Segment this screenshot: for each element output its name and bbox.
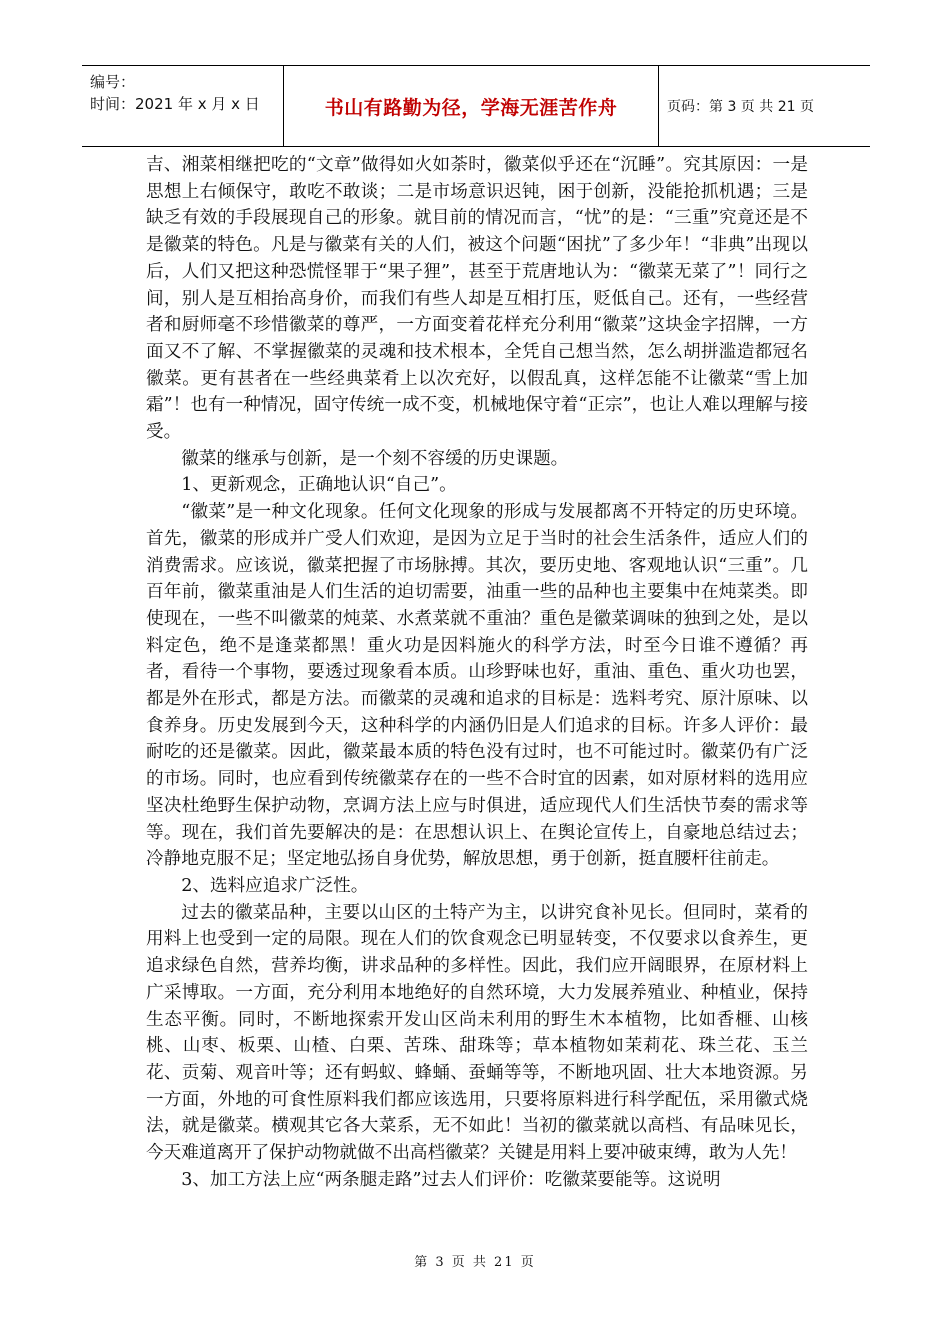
section-heading: 2、选料应追求广泛性。 xyxy=(181,875,369,896)
body-paragraph: 吉、湘菜相继把吃的“文章”做得如火如荼时，徽菜似乎还在“沉睡”。究其原因：一是思想上右倾保守，敢吃不敢谈；二是市场意识迟钝，困于创新，没能抢抓机遇；三是缺乏有效的手段展现自己的形象。就目前的情况而言，“忧”的是：“三重”究竟还是不是徽菜的特色。凡是与徽菜有关的人们，被这个问题“困扰”了多少年！“非典”出现以后，人们又把这种恐慌怪罪于“果子狸”，甚至于荒唐地认为：“徽菜无菜了”！同行之间，别人是互相抬高身价，而我们有些人却是互相打压，贬低自己。还有，一些经营者和厨师毫不珍惜徽菜的尊严，一方面变着花样充分利用“徽菜”这块金字招牌，一方面又不了解、不掌握徽菜的灵魂和技术根本，全凭自己想当然，怎么胡拼滥造都冠名徽菜。更有甚者在一些经典菜肴上以次充好，以假乱真，这样怎能不让徽菜“雪上加霜”！也有一种情况，固守传统一成不变，机械地保守着“正宗”，也让人难以理解与接受。 xyxy=(146,155,808,443)
page-footer: 第 3 页 共 21 页 xyxy=(414,1255,536,1270)
document-time-label: 时间：2021 年 x 月 x 日 xyxy=(90,95,260,113)
section-heading: 3、加工方法上应“两条腿走路”过去人们评价：吃徽菜要能等。这说明 xyxy=(181,1169,721,1190)
body-paragraph: 徽菜的继承与创新，是一个刻不容缓的历史课题。 xyxy=(181,448,569,469)
page-header xyxy=(82,65,870,147)
body-paragraph: “徽菜”是一种文化现象。任何文化现象的形成与发展都离不开特定的历史环境。首先，徽菜的形成并广受人们欢迎，是因为立足于当时的社会生活条件，适应人们的消费需求。应该说，徽菜把握了市场脉搏。其次，要历史地、客观地认识“三重”。几百年前，徽菜重油是人们生活的迫切需要，油重一些的品种也主要集中在炖菜类。即使现在，一些不叫徽菜的炖菜、水煮菜就不重油？重色是徽菜调味的独到之处，是以料定色，绝不是逢菜都黑！重火功是因料施火的科学方法，时至今日谁不遵循？再者，看待一个事物，要透过现象看本质。山珍野味也好，重油、重色、重火功也罢，都是外在形式，都是方法。而徽菜的灵魂和追求的目标是：选料考究、原汁原味、以食养身。历史发展到今天，这种科学的内涵仍旧是人们追求的目标。许多人评价：最耐吃的还是徽菜。因此，徽菜最本质的特色没有过时，也不可能过时。徽菜仍有广泛的市场。同时，也应看到传统徽菜存在的一些不合时宜的因素，如对原材料的选用应坚决杜绝野生保护动物，烹调方法上应与时俱进，适应现代人们生活快节奏的需求等等。现在，我们首先要解决的是：在思想认识上、在舆论宣传上，自豪地总结过去；冷静地克服不足；坚定地弘扬自身优势，解放思想，勇于创新，挺直腰杆往前走。 xyxy=(146,502,808,870)
body-paragraph: 过去的徽菜品种，主要以山区的土特产为主，以讲究食补见长。但同时，菜肴的用料上也受到一定的局限。现在人们的饮食观念已明显转变，不仅要求以食养生，更追求绿色自然，营养均衡，讲求品种的多样性。因此，我们应开阔眼界，在原材料上广采博取。一方面，充分利用本地绝好的自然环境，大力发展养殖业、种植业，保持生态平衡。同时，不断地探索开发山区尚未利用的野生木本植物，比如香榧、山核桃、山枣、板栗、山楂、白栗、苦珠、甜珠等；草本植物如茉莉花、珠兰花、玉兰花、贡菊、观音叶等；还有蚂蚁、蜂蛹、蚕蛹等等，不断地巩固、壮大本地资源。另一方面，外地的可食性原料我们都应该选用，只要将原料进行科学配伍，采用徽式烧法，就是徽菜。横观其它各大菜系，无不如此！当初的徽菜就以高档、有品味见长，今天难道离开了保护动物就做不出高档徽菜？关键是用料上要冲破束缚，敢为人先！ xyxy=(146,902,808,1164)
document-number-label: 编号： xyxy=(90,73,136,91)
header-meta xyxy=(82,66,284,146)
section-heading: 1、更新观念，正确地认识“自己”。 xyxy=(181,475,457,496)
document-body xyxy=(146,152,808,1193)
header-page-info: 页码：第 3 页 共 21 页 xyxy=(667,99,814,115)
header-motto: 书山有路勤为径，学海无涯苦作舟 xyxy=(284,66,659,146)
